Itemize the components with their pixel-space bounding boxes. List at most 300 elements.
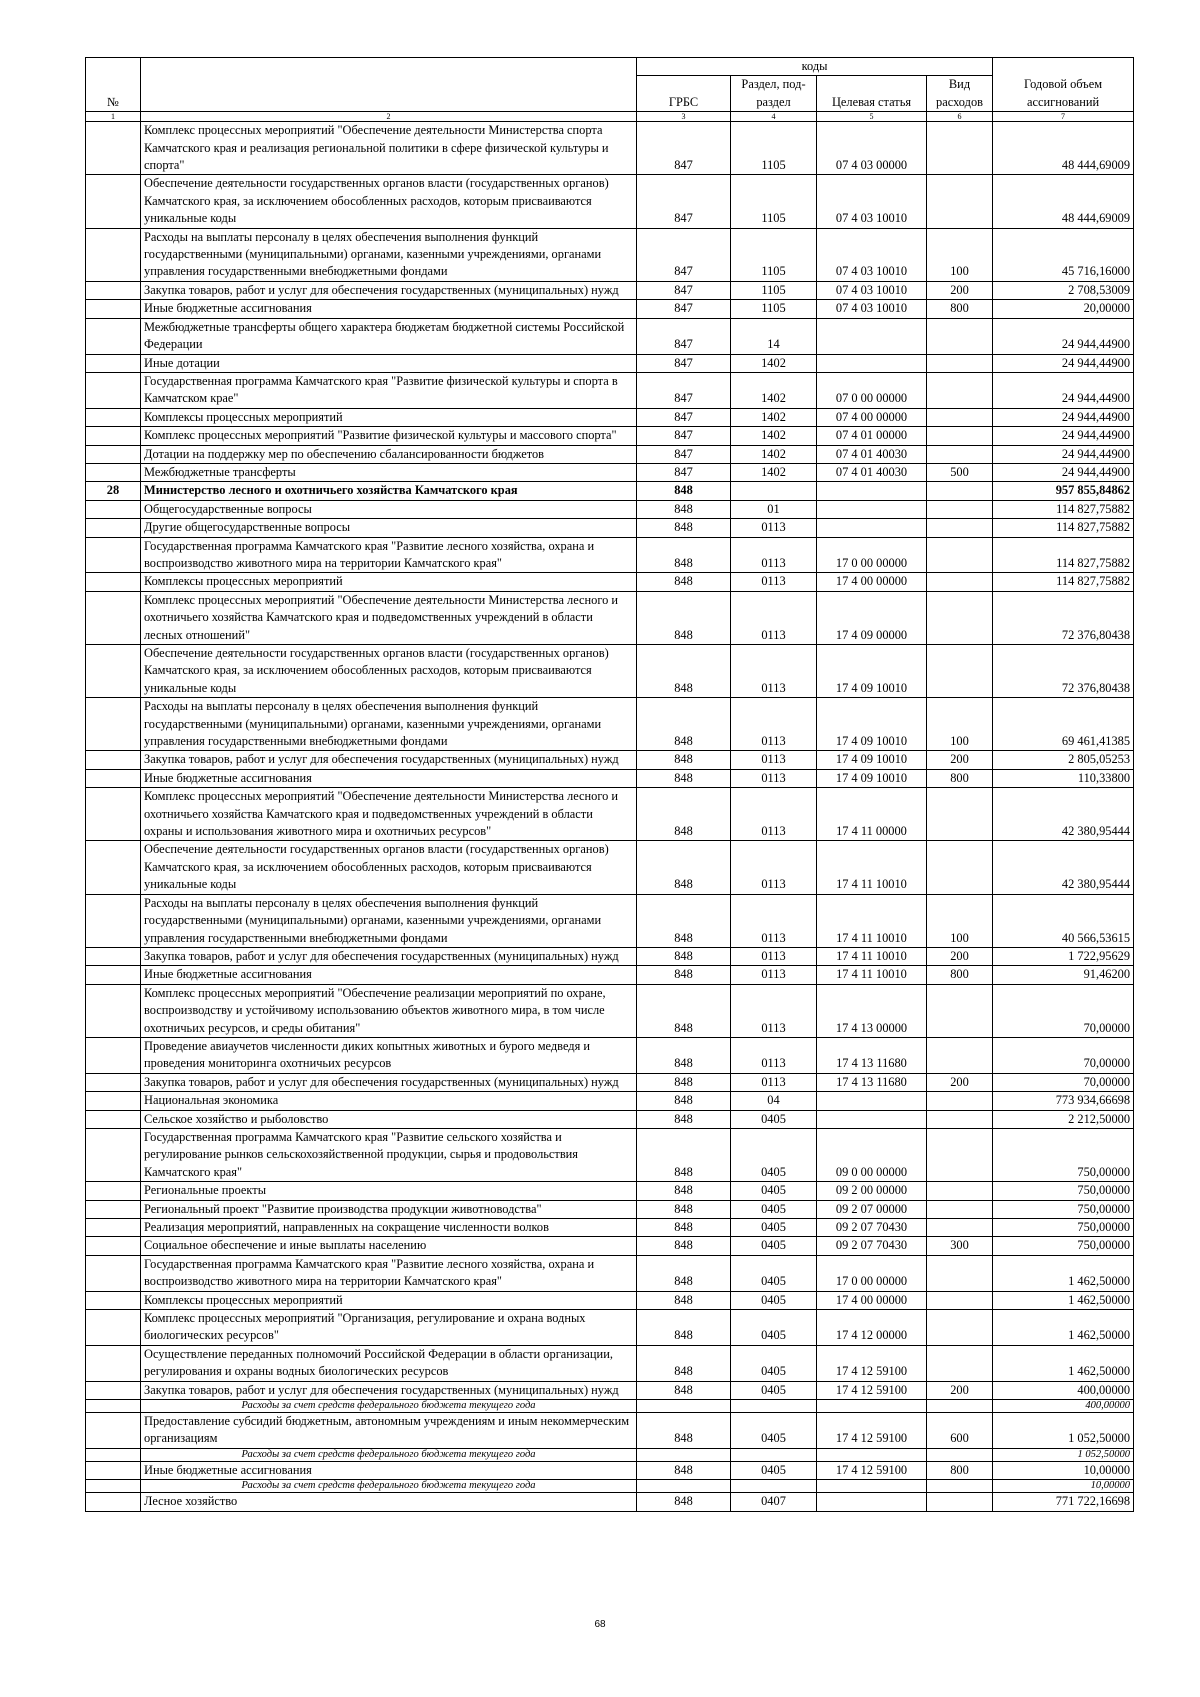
- section-code-cell: 1402: [731, 354, 817, 372]
- item-name-cell: Межбюджетные трансферты общего характера бюджетам бюджетной системы Российской Федерации: [141, 318, 637, 354]
- amount-cell: 957 855,84862: [993, 482, 1134, 500]
- row-number-cell: [86, 966, 141, 984]
- header-number: №: [86, 58, 141, 112]
- expense-type-cell: [927, 1182, 993, 1200]
- row-number-cell: 28: [86, 482, 141, 500]
- target-article-cell: 17 4 13 11680: [817, 1037, 927, 1073]
- expense-type-cell: [927, 1480, 993, 1493]
- grbs-code-cell: 848: [637, 1237, 731, 1255]
- row-number-cell: [86, 463, 141, 481]
- table-row: [86, 300, 1134, 318]
- item-name-cell: Комплекс процессных мероприятий "Обеспечение реализации мероприятий по охране, воспроизводству и устойчивому использованию объектов животного мира, в том числе охотничьих ресурсов, и среды обитания": [141, 984, 637, 1037]
- grbs-code-cell: 848: [637, 645, 731, 698]
- expense-type-cell: 100: [927, 698, 993, 751]
- grbs-code-cell: 848: [637, 698, 731, 751]
- item-name-cell: Реализация мероприятий, направленных на сокращение численности волков: [141, 1219, 637, 1237]
- amount-cell: 24 944,44900: [993, 427, 1134, 445]
- grbs-code-cell: 847: [637, 122, 731, 175]
- table-row: [86, 1237, 1134, 1255]
- target-article-cell: 17 4 09 10010: [817, 645, 927, 698]
- row-number-cell: [86, 645, 141, 698]
- grbs-code-cell: 848: [637, 500, 731, 518]
- section-code-cell: 0405: [731, 1310, 817, 1346]
- amount-cell: 771 722,16698: [993, 1493, 1134, 1511]
- item-name-cell: Расходы за счет средств федерального бюджета текущего года: [141, 1400, 637, 1413]
- grbs-code-cell: 848: [637, 591, 731, 644]
- expense-type-cell: [927, 591, 993, 644]
- amount-cell: 2 805,05253: [993, 751, 1134, 769]
- expense-type-cell: [927, 1291, 993, 1309]
- target-article-cell: [817, 1480, 927, 1493]
- section-code-cell: 0113: [731, 591, 817, 644]
- header-razdel: Раздел, под-раздел: [731, 76, 817, 112]
- item-name-cell: Проведение авиаучетов численности диких копытных животных и бурого медведя и проведения мониторинга охотничьих ресурсов: [141, 1037, 637, 1073]
- expense-type-cell: 300: [927, 1237, 993, 1255]
- row-number-cell: [86, 1182, 141, 1200]
- grbs-code-cell: 848: [637, 482, 731, 500]
- expense-type-cell: [927, 445, 993, 463]
- item-name-cell: Закупка товаров, работ и услуг для обеспечения государственных (муниципальных) нужд: [141, 751, 637, 769]
- federal-budget-note-row: [86, 1400, 1134, 1413]
- expense-type-cell: [927, 122, 993, 175]
- item-name-cell: Закупка товаров, работ и услуг для обеспечения государственных (муниципальных) нужд: [141, 947, 637, 965]
- target-article-cell: 17 4 11 10010: [817, 947, 927, 965]
- grbs-code-cell: 847: [637, 175, 731, 228]
- item-name-cell: Другие общегосударственные вопросы: [141, 519, 637, 537]
- section-code-cell: 1402: [731, 463, 817, 481]
- section-code-cell: 0113: [731, 984, 817, 1037]
- expense-type-cell: [927, 573, 993, 591]
- table-row: [86, 645, 1134, 698]
- target-article-cell: 09 2 07 00000: [817, 1200, 927, 1218]
- target-article-cell: 07 4 03 10010: [817, 281, 927, 299]
- item-name-cell: Обеспечение деятельности государственных органов власти (государственных органов) Камчатского края, за исключением обособленных расходов, которым присваиваются уникальные коды: [141, 175, 637, 228]
- item-name-cell: Предоставление субсидий бюджетным, автономным учреждениям и иным некоммерческим организациям: [141, 1413, 637, 1449]
- row-number-cell: [86, 841, 141, 894]
- table-row: [86, 1092, 1134, 1110]
- grbs-code-cell: 848: [637, 966, 731, 984]
- row-number-cell: [86, 281, 141, 299]
- expense-type-cell: [927, 1310, 993, 1346]
- row-number-cell: [86, 1037, 141, 1073]
- header-row-1: [86, 58, 1134, 76]
- row-number-cell: [86, 1092, 141, 1110]
- item-name-cell: Комплекс процессных мероприятий "Развитие физической культуры и массового спорта": [141, 427, 637, 445]
- row-number-cell: [86, 1381, 141, 1399]
- grbs-code-cell: 848: [637, 573, 731, 591]
- expense-type-cell: 200: [927, 751, 993, 769]
- table-row: [86, 408, 1134, 426]
- row-number-cell: [86, 1448, 141, 1461]
- section-code-cell: 0113: [731, 841, 817, 894]
- table-row: [86, 1493, 1134, 1511]
- expense-type-cell: [927, 175, 993, 228]
- table-row: [86, 427, 1134, 445]
- item-name-cell: Региональные проекты: [141, 1182, 637, 1200]
- table-row: [86, 1345, 1134, 1381]
- amount-cell: 72 376,80438: [993, 645, 1134, 698]
- expense-type-cell: 100: [927, 894, 993, 947]
- expense-type-cell: 800: [927, 966, 993, 984]
- target-article-cell: 07 4 03 10010: [817, 300, 927, 318]
- expense-type-cell: 800: [927, 1461, 993, 1479]
- item-name-cell: Расходы на выплаты персоналу в целях обеспечения выполнения функций государственными (муниципальными) органами, казенными учреждениями, органами управления государственными внебюджетными фондами: [141, 228, 637, 281]
- amount-cell: 69 461,41385: [993, 698, 1134, 751]
- row-number-cell: [86, 788, 141, 841]
- row-number-cell: [86, 1219, 141, 1237]
- expense-type-cell: [927, 537, 993, 573]
- expense-type-cell: [927, 482, 993, 500]
- amount-cell: 10,00000: [993, 1461, 1134, 1479]
- expense-type-cell: 200: [927, 1073, 993, 1091]
- table-row: [86, 1182, 1134, 1200]
- amount-cell: 91,46200: [993, 966, 1134, 984]
- amount-cell: 110,33800: [993, 769, 1134, 787]
- row-number-cell: [86, 408, 141, 426]
- item-name-cell: Иные бюджетные ассигнования: [141, 300, 637, 318]
- table-row: [86, 1291, 1134, 1309]
- amount-cell: 24 944,44900: [993, 354, 1134, 372]
- grbs-code-cell: [637, 1480, 731, 1493]
- section-code-cell: 0405: [731, 1461, 817, 1479]
- row-number-cell: [86, 1345, 141, 1381]
- grbs-code-cell: 847: [637, 300, 731, 318]
- expense-type-cell: [927, 1092, 993, 1110]
- grbs-code-cell: 848: [637, 1255, 731, 1291]
- grbs-code-cell: 848: [637, 1182, 731, 1200]
- table-row: [86, 1255, 1134, 1291]
- row-number-cell: [86, 427, 141, 445]
- target-article-cell: 17 4 12 00000: [817, 1310, 927, 1346]
- target-article-cell: 17 4 12 59100: [817, 1461, 927, 1479]
- amount-cell: 750,00000: [993, 1200, 1134, 1218]
- section-code-cell: 04: [731, 1092, 817, 1110]
- amount-cell: 1 462,50000: [993, 1310, 1134, 1346]
- item-name-cell: Министерство лесного и охотничьего хозяйства Камчатского края: [141, 482, 637, 500]
- item-name-cell: Расходы за счет средств федерального бюджета текущего года: [141, 1448, 637, 1461]
- expense-type-cell: 200: [927, 947, 993, 965]
- section-code-cell: 0113: [731, 1073, 817, 1091]
- table-row: [86, 445, 1134, 463]
- target-article-cell: [817, 519, 927, 537]
- section-code-cell: 0405: [731, 1200, 817, 1218]
- grbs-code-cell: 848: [637, 788, 731, 841]
- row-number-cell: [86, 354, 141, 372]
- amount-cell: 114 827,75882: [993, 519, 1134, 537]
- amount-cell: 42 380,95444: [993, 788, 1134, 841]
- expense-type-cell: [927, 1200, 993, 1218]
- row-number-cell: [86, 300, 141, 318]
- table-row: [86, 175, 1134, 228]
- item-name-cell: Расходы на выплаты персоналу в целях обеспечения выполнения функций государственными (муниципальными) органами, казенными учреждениями, органами управления государственными внебюджетными фондами: [141, 894, 637, 947]
- section-code-cell: 0113: [731, 966, 817, 984]
- section-code-cell: 1105: [731, 175, 817, 228]
- target-article-cell: [817, 482, 927, 500]
- item-name-cell: Расходы на выплаты персоналу в целях обеспечения выполнения функций государственными (муниципальными) органами, казенными учреждениями, органами управления государственными внебюджетными фондами: [141, 698, 637, 751]
- expense-type-cell: 200: [927, 281, 993, 299]
- section-code-cell: 0113: [731, 573, 817, 591]
- item-name-cell: Государственная программа Камчатского края "Развитие сельского хозяйства и регулирование рынков сельскохозяйственной продукции, сырья и продовольствия Камчатского края": [141, 1128, 637, 1181]
- expense-type-cell: [927, 318, 993, 354]
- target-article-cell: 17 0 00 00000: [817, 1255, 927, 1291]
- expense-type-cell: [927, 427, 993, 445]
- table-row: [86, 1413, 1134, 1449]
- grbs-code-cell: 848: [637, 1345, 731, 1381]
- table-row: [86, 228, 1134, 281]
- section-code-cell: [731, 1400, 817, 1413]
- amount-cell: 750,00000: [993, 1237, 1134, 1255]
- target-article-cell: 09 2 07 70430: [817, 1237, 927, 1255]
- table-row: [86, 537, 1134, 573]
- expense-type-cell: 500: [927, 463, 993, 481]
- table-row: [86, 281, 1134, 299]
- section-code-cell: 1402: [731, 372, 817, 408]
- target-article-cell: 17 4 13 11680: [817, 1073, 927, 1091]
- grbs-code-cell: 847: [637, 445, 731, 463]
- expense-type-cell: [927, 1345, 993, 1381]
- table-row: [86, 122, 1134, 175]
- grbs-code-cell: 848: [637, 519, 731, 537]
- item-name-cell: Комплекс процессных мероприятий "Обеспечение деятельности Министерства лесного и охотничьего хозяйства Камчатского края и подведомственных учреждений в области лесных отношений": [141, 591, 637, 644]
- expense-type-cell: [927, 519, 993, 537]
- amount-cell: 750,00000: [993, 1219, 1134, 1237]
- table-row: [86, 894, 1134, 947]
- row-number-cell: [86, 573, 141, 591]
- table-row: [86, 788, 1134, 841]
- amount-cell: 70,00000: [993, 1073, 1134, 1091]
- grbs-code-cell: 848: [637, 984, 731, 1037]
- section-code-cell: 1402: [731, 408, 817, 426]
- item-name-cell: Иные бюджетные ассигнования: [141, 966, 637, 984]
- amount-cell: 70,00000: [993, 984, 1134, 1037]
- section-code-cell: 0113: [731, 947, 817, 965]
- target-article-cell: 17 4 00 00000: [817, 1291, 927, 1309]
- page-number: 68: [594, 1619, 606, 1630]
- header-grbs: ГРБС: [637, 76, 731, 112]
- grbs-code-cell: 848: [637, 1037, 731, 1073]
- target-article-cell: 07 4 01 00000: [817, 427, 927, 445]
- row-number-cell: [86, 894, 141, 947]
- target-article-cell: 17 4 09 10010: [817, 751, 927, 769]
- row-number-cell: [86, 537, 141, 573]
- target-article-cell: [817, 1448, 927, 1461]
- item-name-cell: Комплексы процессных мероприятий: [141, 408, 637, 426]
- target-article-cell: 17 4 09 10010: [817, 769, 927, 787]
- item-name-cell: Межбюджетные трансферты: [141, 463, 637, 481]
- table-row: [86, 984, 1134, 1037]
- table-row: [86, 1381, 1134, 1399]
- header-name: [141, 58, 637, 112]
- grbs-code-cell: 848: [637, 1381, 731, 1399]
- section-code-cell: 1105: [731, 300, 817, 318]
- header-amount: Годовой объем ассигнований: [993, 58, 1134, 112]
- grbs-code-cell: 848: [637, 1200, 731, 1218]
- table-row: [86, 947, 1134, 965]
- section-code-cell: 0113: [731, 645, 817, 698]
- section-code-cell: 0113: [731, 519, 817, 537]
- table-row: [86, 500, 1134, 518]
- row-number-cell: [86, 318, 141, 354]
- grbs-code-cell: 848: [637, 769, 731, 787]
- section-code-cell: 1402: [731, 445, 817, 463]
- amount-cell: 114 827,75882: [993, 537, 1134, 573]
- expense-type-cell: [927, 1110, 993, 1128]
- row-number-cell: [86, 372, 141, 408]
- table-row: [86, 1461, 1134, 1479]
- section-code-cell: 0113: [731, 698, 817, 751]
- amount-cell: 773 934,66698: [993, 1092, 1134, 1110]
- expense-type-cell: 100: [927, 228, 993, 281]
- expense-type-cell: [927, 1400, 993, 1413]
- target-article-cell: [817, 1110, 927, 1128]
- target-article-cell: 17 4 11 10010: [817, 841, 927, 894]
- target-article-cell: 09 2 07 70430: [817, 1219, 927, 1237]
- target-article-cell: 17 4 09 10010: [817, 698, 927, 751]
- table-body: [86, 122, 1134, 1511]
- section-code-cell: 0405: [731, 1110, 817, 1128]
- expense-type-cell: 600: [927, 1413, 993, 1449]
- item-name-cell: Региональный проект "Развитие производства продукции животноводства": [141, 1200, 637, 1218]
- grbs-code-cell: 847: [637, 354, 731, 372]
- federal-budget-note-row: [86, 1448, 1134, 1461]
- row-number-cell: [86, 1310, 141, 1346]
- target-article-cell: 07 4 01 40030: [817, 463, 927, 481]
- expense-type-cell: [927, 372, 993, 408]
- section-code-cell: 0405: [731, 1255, 817, 1291]
- target-article-cell: [817, 1092, 927, 1110]
- table-row: [86, 769, 1134, 787]
- item-name-cell: Иные бюджетные ассигнования: [141, 769, 637, 787]
- section-code-cell: 0113: [731, 788, 817, 841]
- amount-cell: 1 462,50000: [993, 1291, 1134, 1309]
- grbs-code-cell: [637, 1400, 731, 1413]
- amount-cell: 1 052,50000: [993, 1413, 1134, 1449]
- section-code-cell: [731, 482, 817, 500]
- item-name-cell: Национальная экономика: [141, 1092, 637, 1110]
- expense-type-cell: [927, 1255, 993, 1291]
- table-row: [86, 463, 1134, 481]
- amount-cell: 42 380,95444: [993, 841, 1134, 894]
- grbs-code-cell: [637, 1448, 731, 1461]
- expense-type-cell: [927, 408, 993, 426]
- target-article-cell: [817, 1400, 927, 1413]
- item-name-cell: Дотации на поддержку мер по обеспечению сбалансированности бюджетов: [141, 445, 637, 463]
- section-code-cell: 0113: [731, 537, 817, 573]
- row-number-cell: [86, 1237, 141, 1255]
- section-code-cell: 1105: [731, 228, 817, 281]
- table-row: [86, 591, 1134, 644]
- grbs-code-cell: 848: [637, 1310, 731, 1346]
- amount-cell: 48 444,69009: [993, 175, 1134, 228]
- amount-cell: 400,00000: [993, 1400, 1134, 1413]
- table-row: [86, 573, 1134, 591]
- item-name-cell: Осуществление переданных полномочий Российской Федерации в области организации, регулирования и охраны водных биологических ресурсов: [141, 1345, 637, 1381]
- grbs-code-cell: 848: [637, 1291, 731, 1309]
- target-article-cell: 09 0 00 00000: [817, 1128, 927, 1181]
- amount-cell: 750,00000: [993, 1182, 1134, 1200]
- section-code-cell: 0405: [731, 1128, 817, 1181]
- item-name-cell: Государственная программа Камчатского края "Развитие лесного хозяйства, охрана и воспроизводство животного мира на территории Камчатского края": [141, 1255, 637, 1291]
- row-number-cell: [86, 1200, 141, 1218]
- row-number-cell: [86, 1291, 141, 1309]
- row-number-cell: [86, 591, 141, 644]
- item-name-cell: Расходы за счет средств федерального бюджета текущего года: [141, 1480, 637, 1493]
- expense-type-cell: [927, 500, 993, 518]
- table-row: [86, 482, 1134, 500]
- federal-budget-note-row: [86, 1480, 1134, 1493]
- column-number-row: [86, 112, 1134, 122]
- table-row: [86, 966, 1134, 984]
- item-name-cell: Общегосударственные вопросы: [141, 500, 637, 518]
- amount-cell: 1 462,50000: [993, 1345, 1134, 1381]
- amount-cell: 24 944,44900: [993, 408, 1134, 426]
- target-article-cell: 17 4 11 10010: [817, 966, 927, 984]
- target-article-cell: [817, 500, 927, 518]
- item-name-cell: Сельское хозяйство и рыболовство: [141, 1110, 637, 1128]
- row-number-cell: [86, 228, 141, 281]
- grbs-code-cell: 848: [637, 1461, 731, 1479]
- target-article-cell: 17 4 11 10010: [817, 894, 927, 947]
- item-name-cell: Комплекс процессных мероприятий "Организация, регулирование и охрана водных биологических ресурсов": [141, 1310, 637, 1346]
- row-number-cell: [86, 1128, 141, 1181]
- section-code-cell: 0113: [731, 1037, 817, 1073]
- grbs-code-cell: 847: [637, 463, 731, 481]
- expense-type-cell: [927, 645, 993, 698]
- section-code-cell: 0113: [731, 769, 817, 787]
- row-number-cell: [86, 1073, 141, 1091]
- table-row: [86, 354, 1134, 372]
- section-code-cell: 0405: [731, 1291, 817, 1309]
- amount-cell: 40 566,53615: [993, 894, 1134, 947]
- grbs-code-cell: 847: [637, 427, 731, 445]
- grbs-code-cell: 848: [637, 1110, 731, 1128]
- table-row: [86, 318, 1134, 354]
- row-number-cell: [86, 1413, 141, 1449]
- grbs-code-cell: 848: [637, 1493, 731, 1511]
- amount-cell: 400,00000: [993, 1381, 1134, 1399]
- section-code-cell: 1105: [731, 281, 817, 299]
- target-article-cell: 07 4 03 00000: [817, 122, 927, 175]
- section-code-cell: 0405: [731, 1219, 817, 1237]
- target-article-cell: 17 4 12 59100: [817, 1381, 927, 1399]
- expense-type-cell: [927, 1219, 993, 1237]
- table-row: [86, 372, 1134, 408]
- column-number: 3: [637, 112, 731, 122]
- target-article-cell: 07 4 03 10010: [817, 228, 927, 281]
- item-name-cell: Социальное обеспечение и иные выплаты населению: [141, 1237, 637, 1255]
- expense-type-cell: [927, 788, 993, 841]
- amount-cell: 24 944,44900: [993, 463, 1134, 481]
- amount-cell: 20,00000: [993, 300, 1134, 318]
- target-article-cell: 17 0 00 00000: [817, 537, 927, 573]
- target-article-cell: 17 4 00 00000: [817, 573, 927, 591]
- amount-cell: 24 944,44900: [993, 318, 1134, 354]
- section-code-cell: 0113: [731, 751, 817, 769]
- section-code-cell: 0407: [731, 1493, 817, 1511]
- expense-type-cell: [927, 354, 993, 372]
- expense-type-cell: [927, 841, 993, 894]
- column-number: 2: [141, 112, 637, 122]
- amount-cell: 24 944,44900: [993, 445, 1134, 463]
- table-row: [86, 1073, 1134, 1091]
- target-article-cell: 17 4 09 00000: [817, 591, 927, 644]
- target-article-cell: 07 4 00 00000: [817, 408, 927, 426]
- amount-cell: 1 462,50000: [993, 1255, 1134, 1291]
- section-code-cell: [731, 1480, 817, 1493]
- target-article-cell: 17 4 12 59100: [817, 1413, 927, 1449]
- expense-type-cell: [927, 984, 993, 1037]
- section-code-cell: 1402: [731, 427, 817, 445]
